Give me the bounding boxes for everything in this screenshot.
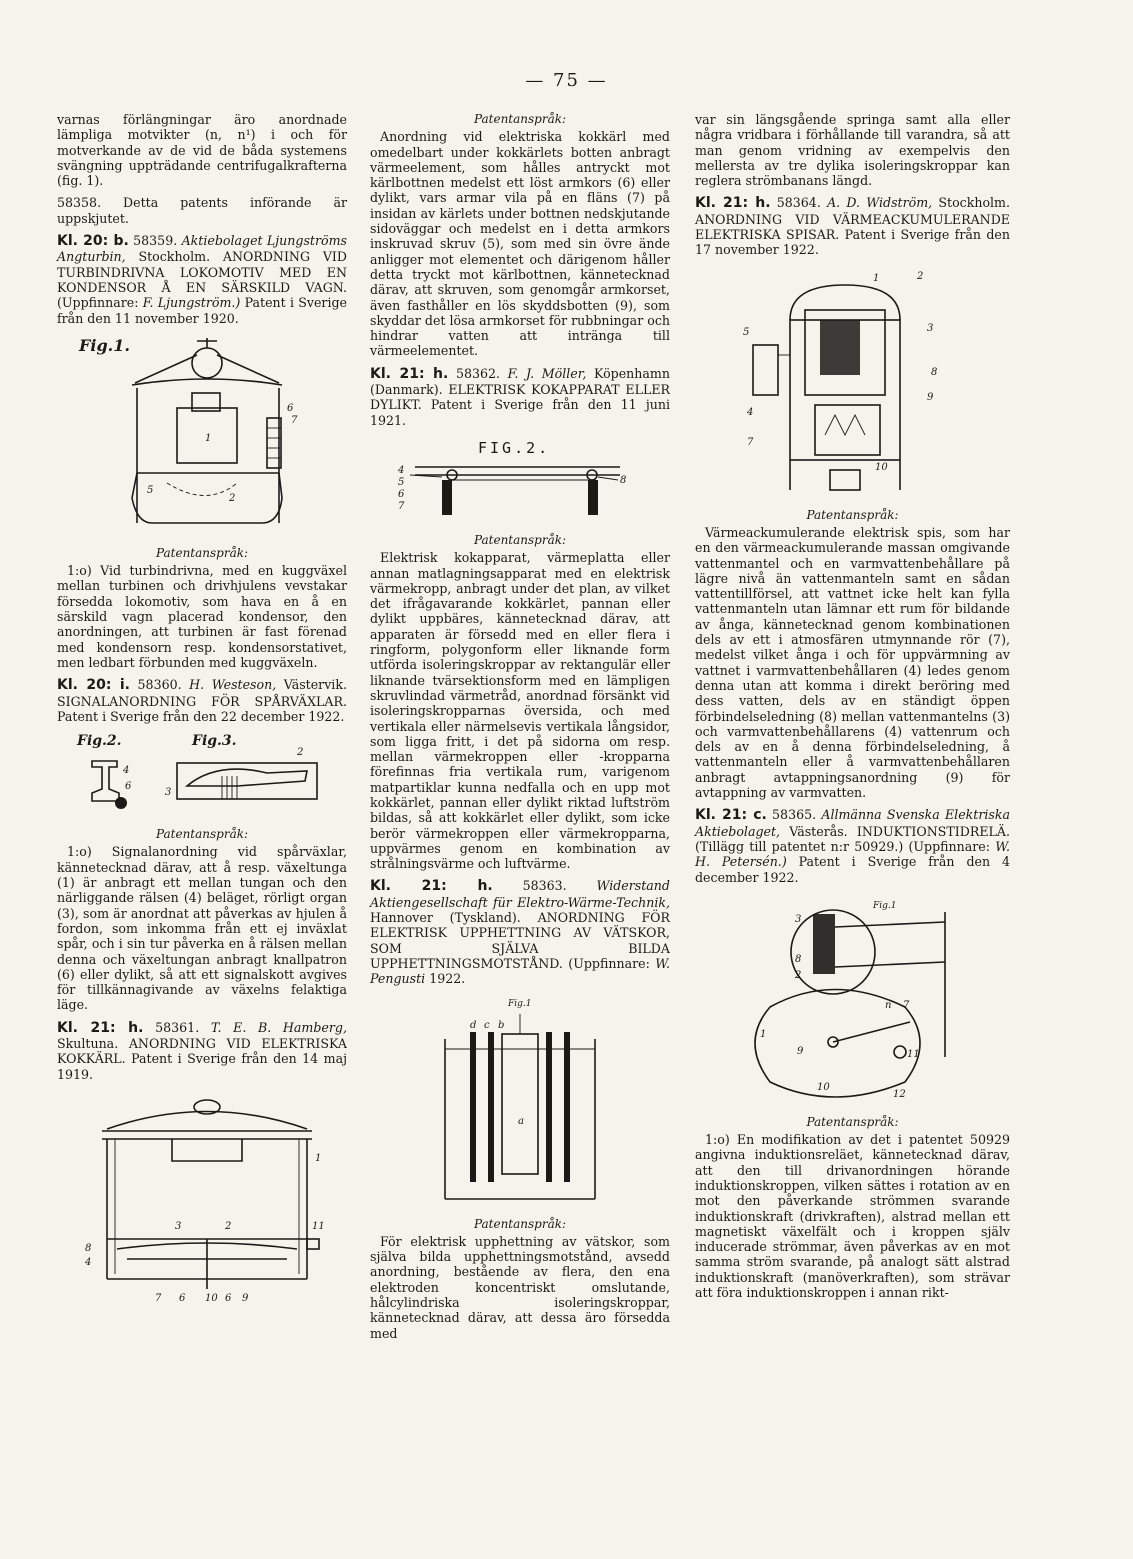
ref-num: 3 xyxy=(795,913,802,925)
claims-heading: Patentanspråk: xyxy=(473,532,567,547)
ref-num: 4 xyxy=(747,406,754,418)
patent-entry xyxy=(57,233,347,326)
ref-num: c xyxy=(484,1019,490,1031)
figure-cooking-apparatus xyxy=(370,435,670,525)
patent-entry xyxy=(57,1020,347,1082)
figure-label: Fig.2. xyxy=(77,733,122,750)
figure-induction-relay xyxy=(695,892,1010,1107)
ref-num: 2 xyxy=(229,492,236,504)
ref-num: 4 xyxy=(398,464,405,476)
patent-number: 58364. xyxy=(776,195,821,211)
figure-liquid-heater xyxy=(370,994,670,1209)
figure-label: Fig.3. xyxy=(192,733,237,750)
column-middle xyxy=(370,112,670,1348)
figure-turbine-locomotive xyxy=(57,333,347,538)
patent-entry xyxy=(695,807,1010,884)
inventor: T. E. B. Hamberg, xyxy=(210,1019,347,1035)
patent-class: Kl. 20: i. xyxy=(57,677,130,694)
ref-num: 2 xyxy=(297,747,304,759)
patent-entry xyxy=(695,195,1010,257)
inventor: H. Westeson, xyxy=(189,677,277,693)
patent-title: Stockholm. ANORDNING VID TURBINDRIVNA LOKOMOTIV MED EN KONDENSOR Å EN SÄRSKILD VAGN. (Uppfinnare: xyxy=(57,249,347,311)
patent-holder: Aktiebolaget Ljungströms Angturbin, xyxy=(57,233,347,265)
paragraph: var sin längsgående springa samt alla eller några vridbara i förhållande till varandra, så att man genom vridning av exempelvis den mellersta av tre dylika isoleringskroppar kan reglera strömbanans längd. xyxy=(695,112,1010,189)
ref-num: 5 xyxy=(743,326,750,338)
claims-heading: Patentanspråk: xyxy=(473,112,567,126)
patent-class: Kl. 21: h. xyxy=(370,878,493,895)
ref-num: 6 xyxy=(225,1292,232,1304)
figure-cooking-vessel xyxy=(57,1089,347,1314)
patent-number: 58363. xyxy=(522,878,567,894)
inventor: F. J. Möller, xyxy=(507,365,587,381)
ref-num: 7 xyxy=(291,414,298,426)
patent-entry xyxy=(370,366,670,428)
patent-class: Kl. 20: b. xyxy=(57,233,129,250)
figure-signal-switch xyxy=(57,731,347,819)
ref-num: 9 xyxy=(797,1045,804,1057)
figure-label: Fig.1 xyxy=(508,998,532,1009)
page-number: — 75 — xyxy=(525,70,608,91)
patent-number: 58359. xyxy=(133,233,178,249)
claims-text: 1:o) Vid turbindrivna, med en kuggväxel mellan turbinen och drivhjulens vevstakar försedda lokomotiv, som hava en å en särskild vagn placerad kondensor, den anordningen, att turbinen är fast förenad med kondensorn resp. kondensorstativet, men ledbart förbunden med kuggväxeln. xyxy=(57,563,347,670)
ref-num: 5 xyxy=(147,484,154,496)
patent-number: 58361. xyxy=(155,1019,200,1035)
paragraph: 58358. Detta patents införande är uppskjutet. xyxy=(57,195,347,226)
ref-num: 10 xyxy=(205,1292,218,1304)
ref-num: 7 xyxy=(398,500,405,512)
claims-text: 1:o) En modifikation av det i patentet 50929 angivna induktionsreläet, kännetecknad därav, att den till drivanordningen hörande induktionskroppen, vilken sättes i rotation av en mot den påverkande strömmen svarande induktionskraft (drivkraften), alstrad mellan ett magnetiskt växelfält och i kroppen själv inducerade strömmar, även påverkas av en mot samma ström svarande, på analogt sätt alstrad induktionskraft (manöverkraften), som strävar att föra induktionskroppen i annan rikt- xyxy=(695,1132,1010,1301)
figure-label: Fig.1 xyxy=(873,900,897,911)
figure-label: FIG.2. xyxy=(478,438,551,457)
ref-num: n xyxy=(885,999,892,1011)
ref-num: 9 xyxy=(927,391,934,403)
inventor: W. Pengusti xyxy=(370,955,670,987)
patent-title: Västerås. INDUKTIONSTIDRELÄ. (Tillägg till patentet n:r 50929.) (Uppfinnare: xyxy=(695,823,1010,854)
ref-num: 11 xyxy=(907,1048,920,1060)
ref-num: 10 xyxy=(817,1081,830,1093)
inventor: F. Ljungström.) xyxy=(142,295,241,311)
patent-entry xyxy=(370,878,670,986)
claims-heading: Patentanspråk: xyxy=(473,1216,567,1231)
ref-num: 6 xyxy=(398,488,405,500)
patent-holder: Allmänna Svenska Elektriska Aktiebolaget, xyxy=(695,807,1011,839)
ref-num: 10 xyxy=(875,461,888,473)
patent-number: 58362. xyxy=(455,365,501,381)
claims-text: Värmeackumulerande elektrisk spis, som har en den värmeackumulerande massan omgivande vattenmantel och en varmvattenbehållare på lägre nivå än vattenmanteln samt en sådan vattentillförsel, att vattnet icke helt kan fylla vattenmanteln utan lämnar ett rum för bildande av ånga, kännetecknad genom kombinationen dels av ett i atmosfären utmynnande rör (7), medelst vilket ånga i och för uppvärmning av vattnet i varmvattenbehållaren (4) ledes genom denna utan att komma i direkt beröring med dess vatten, dels av en ständigt öppen förbindelseledning (8) mellan vattenmantelns (3) och varmvattenbehållarens (4) vattenrum och dels av en å denna förbindelseledning, å vattenmanteln eller å varmvattenbehållaren anbragt avtappningsanordning (9) för avtappning av varmvatten. xyxy=(695,524,1010,801)
ref-num: 7 xyxy=(747,436,754,448)
inventor: W. H. Petersén.) xyxy=(695,838,1010,870)
ref-num: 9 xyxy=(242,1292,249,1304)
ref-num: 8 xyxy=(620,474,627,486)
patent-holder: Widerstand Aktiengesellschaft für Elektro-Wärme-Technik, xyxy=(370,878,670,910)
ref-num: 3 xyxy=(175,1220,182,1232)
claims-text: Elektrisk kokapparat, värmeplatta eller annan matlagningsapparat med en elektrisk värmekropp, anbragt under det plan, av vilket det ifrågavarande kokkärlet, pannan eller dylikt uppbäres, kännetecknad därav, att apparaten är försedd med en eller flera i ringform, polygonform eller liknande form utförda isoleringskroppar av rektangulär eller liknande tvärsektionsform med en lämpligen skruvlindad värmetråd, anordnad försänkt vid isoleringskropparnas översida, och med vertikala eller närmelsevis vertikala långsidor, som ligga fritt, i det på sidorna om resp. mellan värmekroppen eller -kropparna förefinnas fria vertikala rum, varigenom matpartiklar kunna nedfalla och en upp mot kokkärlet, pannan eller dylikt riktad luftström bildas, så att kokkärlet eller dylikt, som icke berör värmekroppen eller värmekropparna, uppvärmes genom en kombination av strålningsvärme och luftvärme. xyxy=(370,550,670,872)
patent-title: Köpenhamn (Danmark). ELEKTRISK KOKAPPARAT ELLER DYLIKT. Patent i Sverige från den 11 juni 1921. xyxy=(370,365,670,428)
ref-num: 2 xyxy=(795,969,802,981)
ref-num: 7 xyxy=(155,1292,162,1304)
figure-heat-storage-stove xyxy=(695,265,1010,500)
patent-title: Västervik. SIGNALANORDNING FÖR SPÅRVÄXLAR. Patent i Sverige från den 22 december 1922. xyxy=(57,677,347,724)
ref-num: 6 xyxy=(125,781,132,793)
ref-num: 8 xyxy=(795,953,802,965)
column-right xyxy=(695,112,1010,1307)
patent-date: 1922. xyxy=(429,971,466,987)
ref-num: 2 xyxy=(225,1220,232,1232)
ref-num: 6 xyxy=(179,1292,186,1304)
patent-entry xyxy=(57,677,347,724)
patent-date: Patent i Sverige från den 11 november 1920. xyxy=(57,295,347,326)
ref-num: 4 xyxy=(123,765,130,777)
ref-num: 4 xyxy=(85,1256,92,1268)
ref-num: 1 xyxy=(315,1152,322,1164)
ref-num: 8 xyxy=(931,366,938,378)
column-left xyxy=(57,112,347,1322)
ref-num: 1 xyxy=(760,1028,767,1040)
ref-num: b xyxy=(498,1019,505,1031)
ref-num: 1 xyxy=(205,432,212,444)
inventor: A. D. Widström, xyxy=(827,195,933,211)
claims-heading: Patentanspråk: xyxy=(806,507,899,522)
ref-num: 3 xyxy=(165,787,172,799)
claims-heading: Patentanspråk: xyxy=(155,545,249,560)
patent-date: Patent i Sverige från den 4 december 1922. xyxy=(695,854,1010,885)
ref-num: 8 xyxy=(85,1242,92,1254)
ref-num: 3 xyxy=(927,322,934,334)
ref-num: 7 xyxy=(903,999,910,1011)
patent-number: 58365. xyxy=(772,807,817,823)
claims-text: Anordning vid elektriska kokkärl med omedelbart under kokkärlets botten anbragt värmeelement, som hålles antryckt mot kärlbottnen medelst ett löst armkors (6) eller dylikt, vars armar vila på en fläns (7) på insidan av kärlets under bottnen nedskjutande sidoväggar och medelst en i detta armkors inskruvad skruv (5), som med sin övre ände anligger mot elementet och därigenom håller detta tryckt mot kärlbottnen, kännetecknad därav, att skruven, som genomgår armkorset, även fasthåller en lös skyddsbotten (9), som skyddar det lösa armkorset för rubbningar och hindrar vatten att intränga till värmeelementet. xyxy=(370,129,670,359)
claims-heading: Patentanspråk: xyxy=(155,827,249,842)
ref-num: 1 xyxy=(873,272,880,284)
patent-title: Skultuna. ANORDNING VID ELEKTRISKA KOKKÄRL. Patent i Sverige från den 14 maj 1919. xyxy=(57,1035,347,1082)
claims-heading: Patentanspråk: xyxy=(806,1114,899,1129)
ref-num: 12 xyxy=(893,1088,906,1100)
patent-class: Kl. 21: h. xyxy=(370,365,449,382)
claims-text: 1:o) Signalanordning vid spårväxlar, kännetecknad därav, att å resp. växeltunga (1) är anbragt ett mellan tungan och den närliggande rälsen (4) beläget, rörligt organ (3), som är anordnat att påverkas av hjulen å fordon, som inkomma från ett ej inväxlat spår, och i sin tur påverka en å rälsen mellan denna och växeltungan anbragt knallpatron (6) eller dylikt, så att ett signalskott avgives för tillkännagivande av växelns felaktiga läge. xyxy=(57,844,347,1013)
paragraph: varnas förlängningar äro anordnade lämpliga motvikter (n, n¹) i och för motverkande av de vid de båda systemens svängning uppträdande centrifugalkrafterna (fig. 1). xyxy=(57,112,347,189)
claims-text: För elektrisk upphettning av vätskor, som själva bilda upphettningsmotstånd, avsedd anordning, bestående av flera, den ena elektroden koncentriskt omslutande, hålcylindriska isoleringskroppar, kännetecknad därav, att dessa äro försedda med xyxy=(370,1233,670,1341)
patent-title: Hannover (Tyskland). ANORDNING FÖR ELEKTRISK UPPHETTNING AV VÄTSKOR, SOM SJÄLVA BILDA UPPHETTNINGSMOTSTÅND. (Uppfinnare: xyxy=(370,910,670,971)
patent-number: 58360. xyxy=(137,677,182,693)
ref-num: 2 xyxy=(917,270,924,282)
ref-num: 11 xyxy=(312,1220,325,1232)
patent-class: Kl. 21: c. xyxy=(695,807,767,824)
patent-class: Kl. 21: h. xyxy=(695,195,771,212)
patent-class: Kl. 21: h. xyxy=(57,1019,144,1036)
ref-num: 6 xyxy=(287,402,294,414)
figure-label: Fig.1. xyxy=(79,335,130,355)
ref-num: a xyxy=(518,1115,524,1127)
ref-num: 5 xyxy=(398,476,405,488)
ref-num: d xyxy=(470,1019,477,1031)
patent-title: Stockholm. ANORDNING VID VÄRMEACKUMULERANDE ELEKTRISKA SPISAR. Patent i Sverige från den 17 november 1922. xyxy=(695,195,1010,258)
